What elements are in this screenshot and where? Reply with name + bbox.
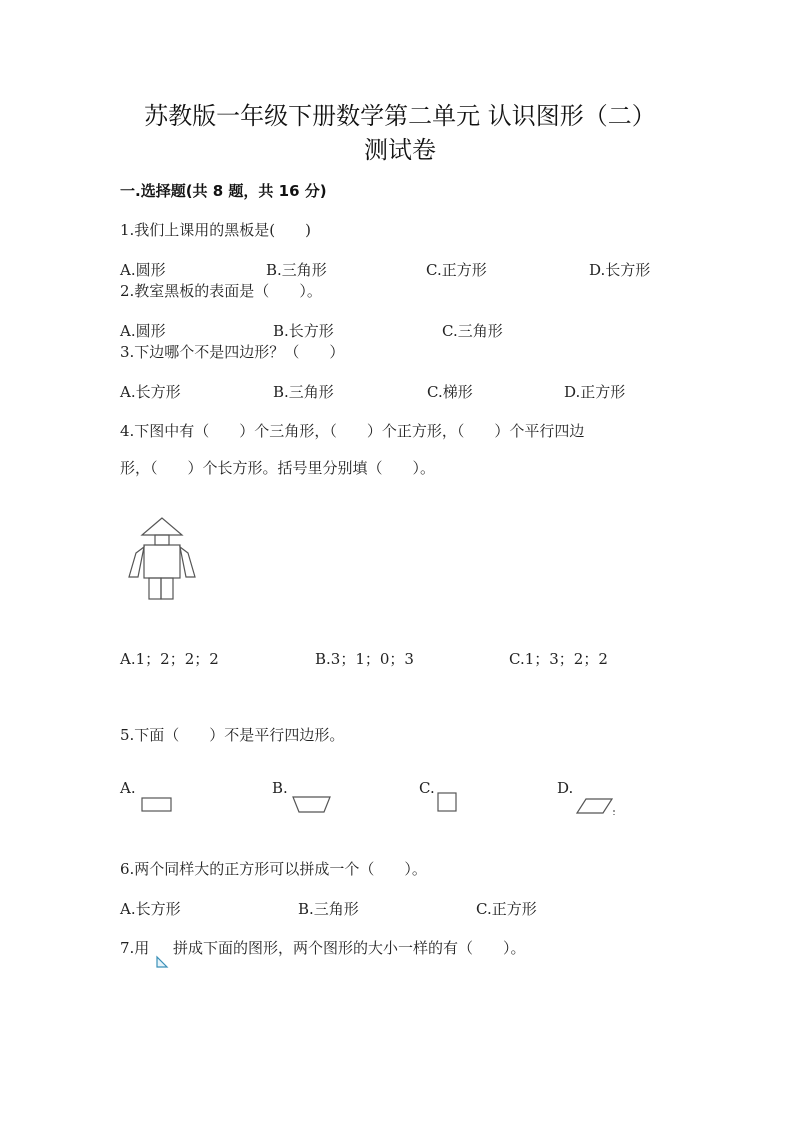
question-3-stem: 3.下边哪个不是四边形？（ ） [120,343,345,361]
question-2-stem: 2.教室黑板的表面是（ ）。 [120,282,322,300]
question-3-option-d: D.正方形 [564,383,626,401]
square-shape [436,791,458,813]
parallelogram-shape [574,797,618,817]
question-6-option-a: A.长方形 [120,900,181,918]
question-4-option-a: A.1；2；2；2 [120,650,219,668]
question-1-stem: 1.我们上课用的黑板是( ) [120,221,312,239]
question-3-option-b: B.三角形 [273,383,334,401]
question-6-option-c: C.正方形 [476,900,537,918]
question-5-option-d: D. [557,779,574,797]
triangle-piece-icon [155,955,169,969]
question-3-option-c: C.梯形 [427,383,473,401]
question-4-option-b: B.3；1；0；3 [315,650,414,668]
question-4-option-c: C.1；3；2；2 [509,650,608,668]
question-1-option-b: B.三角形 [266,261,327,279]
question-4-stem-line1: 4.下图中有（ ）个三角形，（ ）个正方形，（ ）个平行四边 [120,422,585,440]
question-2-option-b: B.长方形 [273,322,334,340]
question-2-option-c: C.三角形 [442,322,503,340]
question-7-stem-suffix: 拼成下面的图形，两个图形的大小一样的有（ ）。 [173,939,526,957]
robot-figure [125,515,200,605]
page-title-line1: 苏教版一年级下册数学第二单元 认识图形（二） [144,102,656,130]
question-4-stem-line2: 形，（ ）个长方形。括号里分别填（ ）。 [120,459,436,477]
section-heading: 一.选择题(共 8 题，共 16 分) [120,182,327,200]
question-1-option-a: A.圆形 [120,261,166,279]
page-title-line2: 测试卷 [364,136,436,164]
question-3-option-a: A.长方形 [120,383,181,401]
question-6-option-b: B.三角形 [298,900,359,918]
question-5-option-a: A. [120,779,136,797]
question-5-option-c: C. [419,779,435,797]
question-1-option-d: D.长方形 [589,261,651,279]
question-2-option-a: A.圆形 [120,322,166,340]
question-1-option-c: C.正方形 [426,261,487,279]
question-6-stem: 6.两个同样大的正方形可以拼成一个（ ）。 [120,860,427,878]
question-5-option-b: B. [272,779,288,797]
question-7-stem-prefix: 7.用 [120,939,150,957]
rectangle-shape [140,796,174,814]
question-5-stem: 5.下面（ ）不是平行四边形。 [120,726,345,744]
trapezoid-shape [290,795,334,815]
